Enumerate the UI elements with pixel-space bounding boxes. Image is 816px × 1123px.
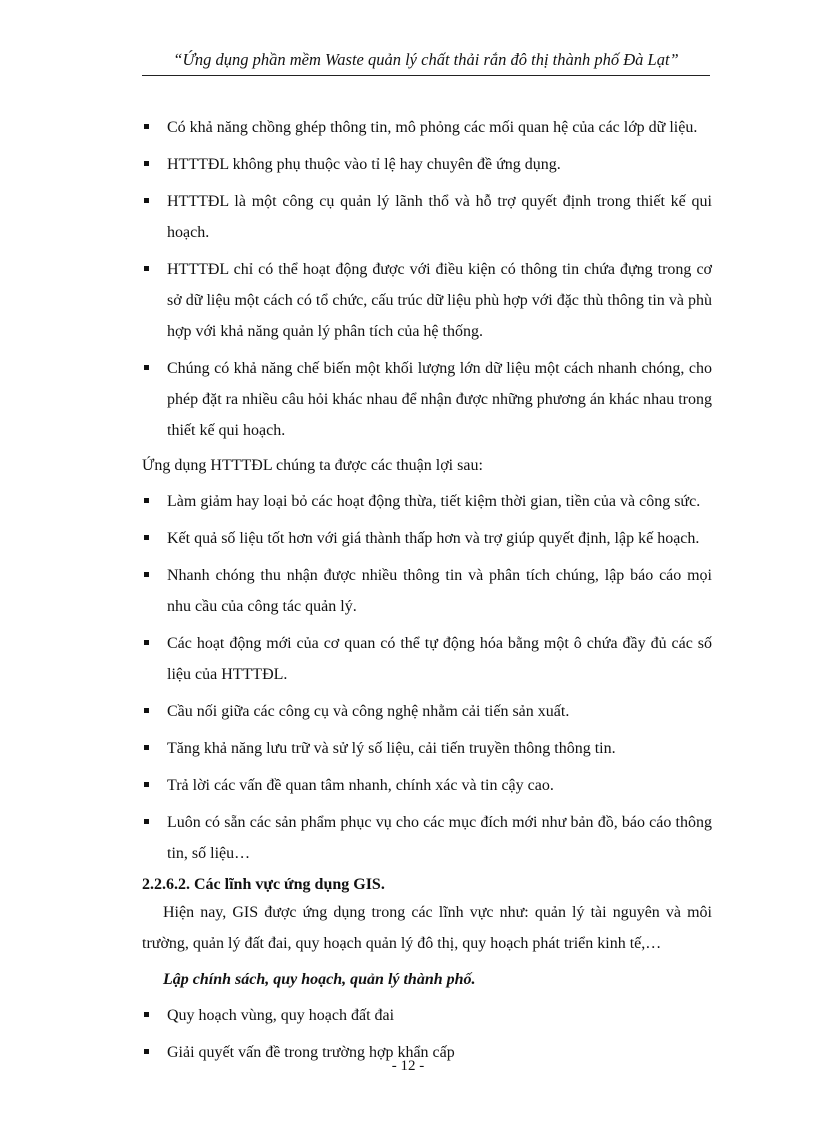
running-header: “Ứng dụng phần mềm Waste quản lý chất thải rắn đô thị thành phố Đà Lạt”	[173, 50, 679, 69]
list-item: Tăng khả năng lưu trữ và sử lý số liệu, cải tiến truyền thông thông tin.	[142, 733, 712, 764]
list-item: Giải quyết vấn đề trong trường hợp khẩn cấp	[142, 1037, 712, 1068]
list-item: HTTTĐL chỉ có thể hoạt động được với điều kiện có thông tin chứa đựng trong cơ sở dữ liệu một cách có tổ chức, cấu trúc dữ liệu phù hợp với đặc thù thông tin và phù hợp với khả năng quản lý phân tích của hệ thống.	[142, 254, 712, 347]
list-item: Có khả năng chồng ghép thông tin, mô phỏng các mối quan hệ của các lớp dữ liệu.	[142, 112, 712, 143]
list-item: Nhanh chóng thu nhận được nhiều thông tin và phân tích chúng, lập báo cáo mọi nhu cầu của công tác quản lý.	[142, 560, 712, 622]
section-paragraph: Hiện nay, GIS được ứng dụng trong các lĩnh vực như: quản lý tài nguyên và môi trường, quản lý đất đai, quy hoạch quản lý đô thị, quy hoạch phát triển kinh tế,…	[142, 904, 712, 952]
list-item: Trả lời các vấn đề quan tâm nhanh, chính xác và tin cậy cao.	[142, 770, 712, 801]
intro-text: Ứng dụng HTTTĐL chúng ta được các thuận lợi sau:	[142, 457, 483, 474]
page-body	[142, 112, 712, 1074]
section-subheading: Lập chính sách, quy hoạch, quản lý thành phố.	[163, 971, 476, 988]
list-item: Quy hoạch vùng, quy hoạch đất đai	[142, 1000, 712, 1031]
list-item: HTTTĐL là một công cụ quản lý lãnh thổ và hỗ trợ quyết định trong thiết kế qui hoạch.	[142, 186, 712, 248]
section-heading: 2.2.6.2. Các lĩnh vực ứng dụng GIS.	[142, 876, 385, 893]
list-item: Làm giảm hay loại bỏ các hoạt động thừa, tiết kiệm thời gian, tiền của và công sức.	[142, 486, 712, 517]
page-number: - 12 -	[391, 1058, 425, 1074]
list-item: Cầu nối giữa các công cụ và công nghệ nhằm cải tiến sản xuất.	[142, 696, 712, 727]
list-item: Các hoạt động mới của cơ quan có thể tự động hóa bằng một ô chứa đầy đủ các số liệu của HTTTĐL.	[142, 628, 712, 690]
list-item: HTTTĐL không phụ thuộc vào tỉ lệ hay chuyên đề ứng dụng.	[142, 149, 712, 180]
list-item: Kết quả số liệu tốt hơn với giá thành thấp hơn và trợ giúp quyết định, lập kế hoạch.	[142, 523, 712, 554]
header-rule	[142, 75, 710, 76]
list-item: Chúng có khả năng chế biến một khối lượng lớn dữ liệu một cách nhanh chóng, cho phép đặt ra nhiều câu hỏi khác nhau để nhận được những phương án khác nhau trong thiết kế qui hoạch.	[142, 353, 712, 446]
list-item: Luôn có sẵn các sản phẩm phục vụ cho các mục đích mới như bản đồ, báo cáo thông tin, số liệu…	[142, 807, 712, 869]
